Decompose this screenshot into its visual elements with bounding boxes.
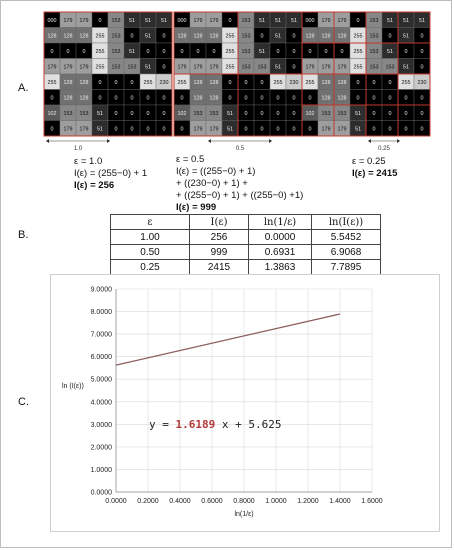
pixel-value: 51 [129,48,135,55]
pixel-value: 255 [177,79,187,86]
x-tick-label: 1.0000 [265,498,287,505]
pixel-value: 0 [324,48,328,55]
pixel-value: 128 [337,79,347,86]
pixel-value: 0 [114,79,118,86]
pixel-value: 0 [404,126,408,133]
pixel-value: 128 [63,95,73,102]
pixel-value: 153 [209,110,219,117]
pixel-value: 230 [159,79,169,86]
pixel-value: 0 [260,126,264,133]
pixel-value: 0 [420,64,424,71]
pixel-value: 000 [47,17,57,24]
pixel-value: 0 [180,95,184,102]
label-c: C. [18,396,29,408]
pixel-value: 179 [79,17,89,24]
table-cell: 5.5452 [312,230,381,245]
x-tick-label: 0.6000 [201,498,223,505]
pixel-value: 0 [388,33,392,40]
pixel-value: 51 [275,33,281,40]
pixel-value: 0 [276,126,280,133]
pixel-value: 0 [130,95,134,102]
pixel-value: 0 [244,110,248,117]
pixel-value: 51 [145,33,151,40]
pixel-value: 0 [260,95,264,102]
grid1-formula-line: I(ε) = (255−0) + 1 [74,168,148,179]
pixel-value: 0 [66,48,70,55]
pixel-value: 0 [420,95,424,102]
pixel-value: 179 [209,17,219,24]
pixel-value: 179 [209,126,219,133]
table-cell: 0.0000 [249,230,312,245]
y-tick-label: 3.0000 [90,421,112,429]
pixel-value: 179 [209,64,219,71]
pixel-value: 0 [292,95,296,102]
pixel-value: 0 [292,110,296,117]
pixel-value: 0 [356,17,360,24]
pixel-value: 0 [50,95,54,102]
grid1-epsilon: ε = 1.0 [74,156,103,167]
pixel-value: 0 [228,95,232,102]
y-tick-label: 4.0000 [90,399,112,407]
pixel-value: 0 [420,110,424,117]
pixel-value: 0 [228,79,232,86]
pixel-value: 51 [403,33,409,40]
x-tick-label: 0.2000 [137,498,159,505]
y-tick-label: 1.0000 [90,466,112,474]
pixel-value: 128 [47,33,57,40]
pixel-value: 153 [241,48,251,55]
series-line [116,314,340,365]
col-header: ε [111,215,190,230]
scale-label: 0.5 [235,146,245,152]
pixel-value: 153 [257,64,267,71]
table-cell: 0.25 [111,260,190,275]
pixel-value: 0 [98,17,102,24]
table-cell: 2415 [190,260,249,275]
pixel-value: 0 [98,95,102,102]
pixel-value: 255 [47,79,57,86]
pixel-value: 153 [193,110,203,117]
x-tick-label: 1.4000 [329,498,351,505]
pixel-value: 0 [244,95,248,102]
pixel-value: 153 [111,64,121,71]
pixel-value: 255 [95,33,105,40]
pixel-value: 51 [259,48,265,55]
pixel-value: 0 [130,126,134,133]
pixel-value: 128 [79,79,89,86]
pixel-value: 0 [162,110,166,117]
pixel-value: 0 [244,79,248,86]
pixel-value: 128 [305,33,315,40]
label-a: A. [18,82,29,94]
pixel-value: 128 [79,33,89,40]
pixel-value: 51 [275,64,281,71]
col-header: ln(I(ε)) [312,215,381,230]
pixel-value: 0 [244,126,248,133]
pixel-value: 255 [225,64,235,71]
pixel-value: 128 [321,33,331,40]
pixel-value: 153 [337,110,347,117]
pixel-value: 0 [340,48,344,55]
pixel-value: 0 [114,110,118,117]
pixel-value: 0 [196,48,200,55]
pixel-value: 255 [401,79,411,86]
grid2-formula-line: + ((230−0) + 1) + [176,178,248,189]
pixel-value: 0 [130,33,134,40]
pixel-value: 255 [353,48,363,55]
pixel-value: 0 [388,79,392,86]
pixel-value: 153 [79,110,89,117]
pixel-value: 153 [111,33,121,40]
pixel-value: 255 [225,33,235,40]
pixel-value: 0 [260,110,264,117]
table-cell: 7.7895 [312,260,381,275]
grid1-result: I(ε) = 256 [74,180,115,191]
pixel-value: 0 [292,64,296,71]
pixel-value: 128 [321,79,331,86]
pixel-value: 0 [130,110,134,117]
pixel-value: 0 [420,48,424,55]
pixel-value: 179 [63,64,73,71]
pixel-value: 0 [146,95,150,102]
pixel-value: 0 [372,110,376,117]
pixel-value: 153 [369,64,379,71]
pixel-value: 128 [63,79,73,86]
table-cell: 6.9068 [312,245,381,260]
pixel-value: 128 [321,95,331,102]
pixel-value: 0 [420,33,424,40]
pixel-value: 102 [177,110,187,117]
pixel-value: 0 [162,48,166,55]
x-tick-label: 0.4000 [169,498,191,505]
pixel-value: 0 [276,48,280,55]
pixel-value: 255 [95,64,105,71]
pixel-value: 0 [162,95,166,102]
pixel-value: 153 [369,48,379,55]
pixel-value: 230 [289,79,299,86]
pixel-value: 0 [372,126,376,133]
y-tick-label: 8.0000 [90,309,112,317]
grid2-result: I(ε) = 999 [176,202,217,213]
pixel-value: 255 [353,33,363,40]
pixel-value: 153 [385,64,395,71]
pixel-value: 255 [305,79,315,86]
pixel-value: 255 [143,79,153,86]
pixel-value: 179 [79,64,89,71]
scale-label: 1.0 [73,146,83,152]
pixel-value: 0 [404,110,408,117]
pixel-value: 255 [273,79,283,86]
pixel-value: 179 [337,64,347,71]
pixel-value: 128 [337,33,347,40]
trendline-equation: y = 1.6189 x + 5.625 [149,418,282,431]
pixel-value: 0 [180,126,184,133]
pixel-value: 179 [337,126,347,133]
pixel-value: 51 [227,126,233,133]
pixel-value: 0 [356,95,360,102]
pixel-value: 128 [209,33,219,40]
pixel-value: 179 [321,17,331,24]
pixel-value: 102 [47,110,57,117]
pixel-value: 51 [97,126,103,133]
pixel-value: 153 [241,33,251,40]
pixel-value: 128 [337,95,347,102]
y-axis-label: ln (I(ε)) [62,383,84,390]
pixel-value: 0 [260,79,264,86]
pixel-value: 0 [308,126,312,133]
pixel-value: 51 [145,64,151,71]
pixel-value: 51 [161,17,167,24]
pixel-value: 128 [209,79,219,86]
grid2-epsilon: ε = 0.5 [176,154,205,165]
scale-label: 0.25 [378,146,390,152]
pixel-value: 128 [177,33,187,40]
pixel-value: 128 [79,95,89,102]
pixel-value: 51 [145,17,151,24]
pixel-value: 0 [292,48,296,55]
pixel-value: 179 [193,126,203,133]
pixel-value: 179 [79,126,89,133]
pixel-value: 0 [276,110,280,117]
pixel-value: 0 [356,79,360,86]
pixel-value: 153 [111,17,121,24]
pixel-value: 51 [403,17,409,24]
pixel-value: 51 [129,17,135,24]
y-tick-label: 2.0000 [90,444,112,452]
pixel-value: 51 [387,17,393,24]
pixel-value: 0 [292,126,296,133]
pixel-value: 128 [193,95,203,102]
table-cell: 999 [190,245,249,260]
grid2-formula-line: I(ε) = ((255−0) + 1) [176,166,256,177]
pixel-value: 0 [114,126,118,133]
col-header: I(ε) [190,215,249,230]
pixel-value: 0 [420,126,424,133]
pixel-value: 179 [47,64,57,71]
pixel-value: 255 [95,48,105,55]
pixel-value: 153 [369,17,379,24]
table-cell: 1.3863 [249,260,312,275]
pixel-value: 0 [404,48,408,55]
pixel-value: 0 [82,48,86,55]
pixel-value: 0 [388,126,392,133]
table-cell: 0.6931 [249,245,312,260]
pixel-value: 179 [321,64,331,71]
table-cell: 0.50 [111,245,190,260]
pixel-value: 51 [355,110,361,117]
pixel-value: 153 [63,110,73,117]
pixel-value: 0 [50,126,54,133]
pixel-value: 0 [180,48,184,55]
pixel-value: 230 [417,79,427,86]
pixel-value: 153 [369,33,379,40]
y-tick-label: 9.0000 [90,286,112,294]
pixel-value: 153 [321,110,331,117]
pixel-value: 0 [130,79,134,86]
y-tick-label: 7.0000 [90,331,112,339]
pixel-value: 0 [146,110,150,117]
pixel-value: 179 [305,64,315,71]
y-tick-label: 6.0000 [90,354,112,362]
pixel-value: 0 [146,126,150,133]
pixel-value: 255 [225,48,235,55]
pixel-value: 179 [63,17,73,24]
pixel-value: 102 [305,110,315,117]
pixel-value: 179 [177,64,187,71]
label-b: B. [18,229,29,241]
grid3-epsilon: ε = 0.25 [352,156,386,167]
x-tick-label: 1.6000 [361,498,383,505]
pixel-value: 0 [372,79,376,86]
pixel-value: 51 [291,17,297,24]
pixel-value: 128 [193,79,203,86]
pixel-value: 0 [260,33,264,40]
pixel-value: 0 [276,95,280,102]
pixel-value: 255 [353,64,363,71]
pixel-value: 51 [97,110,103,117]
x-tick-label: 0.8000 [233,498,255,505]
pixel-value: 0 [292,33,296,40]
table-cell: 256 [190,230,249,245]
pixel-value: 179 [63,126,73,133]
pixel-value: 51 [227,110,233,117]
x-tick-label: 0.0000 [105,498,127,505]
pixel-value: 153 [241,64,251,71]
y-tick-label: 0.0000 [90,489,112,497]
pixel-value: 0 [388,110,392,117]
pixel-value: 0 [372,95,376,102]
pixel-value: 000 [177,17,187,24]
pixel-value: 153 [111,48,121,55]
pixel-value: 128 [193,33,203,40]
col-header: ln(1/ε) [249,215,312,230]
pixel-value: 0 [50,48,54,55]
pixel-value: 153 [241,17,251,24]
pixel-value: 128 [63,33,73,40]
pixel-value: 0 [228,17,232,24]
pixel-value: 51 [275,17,281,24]
pixel-value: 51 [419,17,425,24]
pixel-value: 0 [162,126,166,133]
pixel-value: 0 [388,95,392,102]
pixel-value: 153 [127,64,137,71]
table-cell: 1.00 [111,230,190,245]
pixel-value: 0 [404,95,408,102]
pixel-value: 128 [209,95,219,102]
x-tick-label: 1.2000 [297,498,319,505]
pixel-value: 51 [387,48,393,55]
pixel-value: 0 [212,48,216,55]
y-tick-label: 5.0000 [90,376,112,384]
grid3-result: I(ε) = 2415 [352,168,398,179]
pixel-value: 179 [193,17,203,24]
pixel-value: 0 [114,95,118,102]
pixel-value: 51 [355,126,361,133]
pixel-value: 0 [162,33,166,40]
pixel-value: 0 [308,48,312,55]
pixel-value: 179 [193,64,203,71]
pixel-value: 51 [403,64,409,71]
grid2-formula-line: + ((255−0) + 1) + ((255−0) +1) [176,190,304,201]
pixel-value: 179 [321,126,331,133]
pixel-value: 0 [308,95,312,102]
pixel-value: 0 [146,48,150,55]
pixel-value: 0 [162,64,166,71]
pixel-value: 51 [259,17,265,24]
x-axis-label: ln(1/ε) [234,511,254,518]
pixel-value: 0 [98,79,102,86]
pixel-value: 000 [305,17,315,24]
pixel-value: 179 [337,17,347,24]
